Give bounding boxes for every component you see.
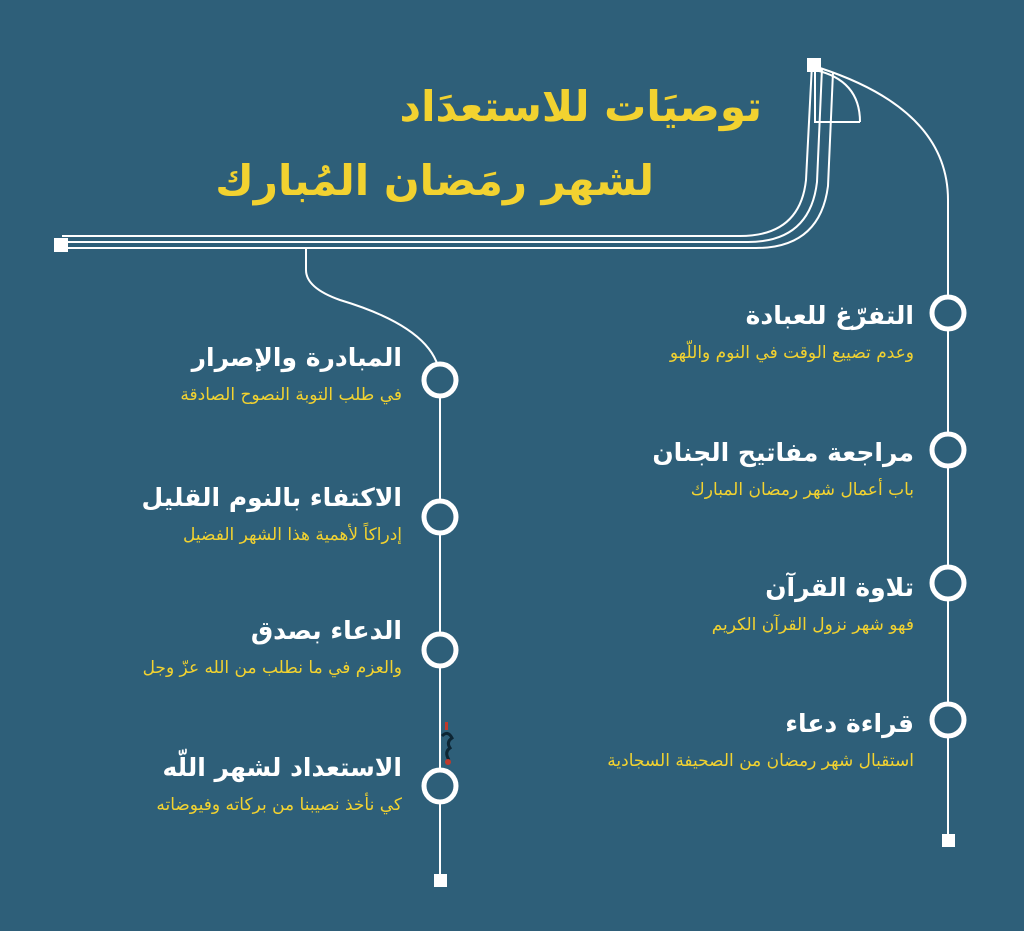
- left-item-2: [141, 482, 402, 548]
- item-subtitle: في طلب التوبة النصوح الصادقة: [180, 385, 402, 405]
- left-node-2: [424, 501, 456, 533]
- item-heading: الاستعداد لشهر اللّه: [162, 753, 402, 782]
- right-item-3: [712, 572, 914, 638]
- item-heading: المبادرة والإصرار: [191, 343, 402, 372]
- right-node-4: [932, 704, 964, 736]
- left-end-square: [54, 238, 68, 252]
- left-item-3: [143, 615, 402, 681]
- item-subtitle: استقبال شهر رمضان من الصحيفة السجادية: [607, 751, 914, 771]
- left-item-1: [180, 342, 402, 408]
- right-node-3: [932, 567, 964, 599]
- item-heading: مراجعة مفاتيح الجنان: [652, 438, 914, 467]
- item-subtitle: والعزم في ما نطلب من الله عزّ وجل: [142, 658, 402, 678]
- calligraphy-ornament: [440, 722, 456, 766]
- item-heading: قراءة دعاء: [785, 709, 914, 738]
- item-subtitle: إدراكاً لأهمية هذا الشهر الفضيل: [183, 525, 402, 545]
- left-node-3: [424, 634, 456, 666]
- item-heading: الدعاء بصدق: [250, 616, 402, 645]
- right-node-1: [932, 297, 964, 329]
- left-item-4: [156, 752, 402, 818]
- right-item-4: [607, 708, 914, 774]
- bottom-end-square: [434, 874, 447, 887]
- item-subtitle: فهو شهر نزول القرآن الكريم: [711, 615, 914, 635]
- left-node-4: [424, 770, 456, 802]
- item-heading: تلاوة القرآن: [765, 573, 914, 602]
- item-heading: الاكتفاء بالنوم القليل: [141, 483, 402, 512]
- right-node-2: [932, 434, 964, 466]
- right-end-square: [942, 834, 955, 847]
- left-node-1: [424, 364, 456, 396]
- item-heading: التفرّغ للعبادة: [745, 301, 914, 330]
- top-end-square: [807, 58, 821, 72]
- item-subtitle: كي نأخذ نصيبنا من بركاته وفيوضاته: [156, 795, 402, 815]
- item-subtitle: باب أعمال شهر رمضان المبارك: [690, 480, 914, 500]
- right-item-2: [652, 437, 914, 503]
- title-line-1: توصيَات للاستعدَاد: [399, 82, 762, 131]
- item-subtitle: وعدم تضييع الوقت في النوم واللّهو: [669, 343, 914, 363]
- right-item-1: [670, 300, 914, 366]
- title-line-2: لشهر رمَضان المُبارك: [215, 156, 654, 205]
